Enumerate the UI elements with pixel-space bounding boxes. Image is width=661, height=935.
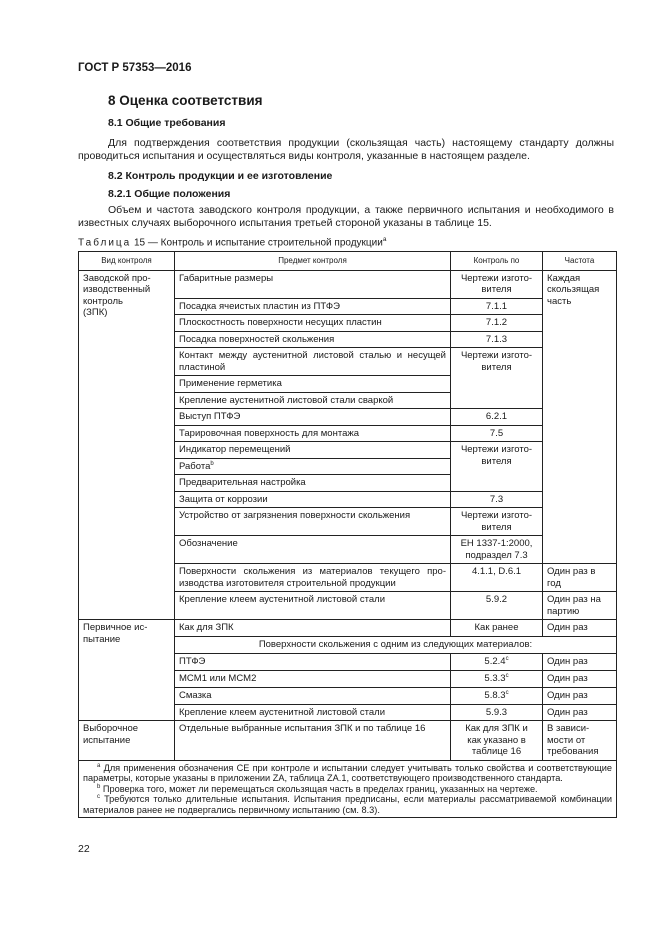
fpc-item: Применение герметика <box>175 376 451 393</box>
footnote-mark: c <box>97 793 100 800</box>
fpc-ref: Чертежи изгото- вителя <box>451 270 543 298</box>
sample-ref: Как для ЗПК и как указано в таблице 16 <box>451 721 543 761</box>
header-type: Вид контроля <box>79 252 175 271</box>
fpc-ref: 7.1.3 <box>451 331 543 348</box>
fpc-item-text: Работа <box>179 460 211 472</box>
header-control: Контроль по <box>451 252 543 271</box>
table-caption-text: 15 — Контроль и испытание строительной продукции <box>131 237 383 249</box>
itt-item: MCM1 или MCM2 <box>175 670 451 687</box>
footnote-mark: c <box>505 689 509 696</box>
footnote-text: Проверка того, может ли перемещаться скользящая часть в пределах границ, указанных на чертеже. <box>100 783 538 794</box>
fpc-ref: Чертежи изгото- вителя <box>451 508 543 536</box>
fpc-item: Предварительная настройка <box>175 475 451 492</box>
fpc-item: Тарировочная поверхность для монтажа <box>175 425 451 442</box>
table-header-row <box>79 252 617 271</box>
table-row <box>79 721 617 761</box>
itt-freq: Один раз <box>543 670 617 687</box>
itt-ref-text: 5.8.3 <box>484 689 506 701</box>
fpc-item: Плоскостность поверхности несущих пластин <box>175 315 451 332</box>
fpc-ref: 4.1.1, D.6.1 <box>451 564 543 592</box>
fpc-item: Посадка поверхностей скольжения <box>175 331 451 348</box>
subsection-8-2-1-title: 8.2.1 Общие положения <box>108 188 231 200</box>
fpc-item: Поверхности скольжения из материалов текущего про-изводства изготовителя строительной продукции <box>175 564 451 592</box>
footnote-text: Требуются только длительные испытания. Испытания предписаны, если материалы рассматриваемой комбинации материалов ранее не подвергались первичному испытанию (см. 8.3). <box>83 794 612 815</box>
fpc-ref: Чертежи изгото- вителя <box>451 348 543 409</box>
itt-ref <box>451 670 543 687</box>
fpc-ref: Чертежи изгото- вителя <box>451 442 543 492</box>
table-caption <box>78 236 386 248</box>
fpc-ref: EH 1337-1:2000, подраздел 7.3 <box>451 536 543 564</box>
fpc-ref: 7.5 <box>451 425 543 442</box>
fpc-item: Выступ ПТФЭ <box>175 409 451 426</box>
footnote-mark: c <box>505 655 509 662</box>
section-title: 8 Оценка соответствия <box>108 93 263 108</box>
fpc-item: Индикатор перемещений <box>175 442 451 459</box>
footnote-mark: c <box>505 672 509 679</box>
table-row <box>79 620 617 637</box>
itt-item: Смазка <box>175 687 451 704</box>
header-frequency: Частота <box>543 252 617 271</box>
page-number: 22 <box>78 843 90 855</box>
itt-freq: Один раз <box>543 704 617 721</box>
fpc-item <box>175 458 451 475</box>
table-caption-footnote-mark: a <box>382 236 387 243</box>
itt-item: Крепление клеем аустенитной листовой стали <box>175 704 451 721</box>
control-table <box>78 251 617 818</box>
footnote-mark: b <box>97 783 101 790</box>
itt-ref-text: 5.3.3 <box>484 672 506 684</box>
itt-freq: Один раз <box>543 653 617 670</box>
fpc-freq: Один раз на партию <box>543 592 617 620</box>
standard-number: ГОСТ Р 57353—2016 <box>78 62 192 74</box>
fpc-item: Устройство от загрязнения поверхности скольжения <box>175 508 451 536</box>
itt-item: Как для ЗПК <box>175 620 451 637</box>
fpc-ref: 6.2.1 <box>451 409 543 426</box>
itt-freq: Один раз <box>543 687 617 704</box>
subsection-8-1-text: Для подтверждения соответствия продукции (скользящая часть) настоящему стандарту должны проводиться испытания и осуществляться виды контроля, указанные в настоящем разделе. <box>78 137 614 162</box>
itt-ref: 5.9.3 <box>451 704 543 721</box>
table-row <box>79 270 617 298</box>
itt-ref <box>451 687 543 704</box>
itt-materials-heading: Поверхности скольжения с одним из следующих материалов: <box>175 636 617 653</box>
sample-freq: В зависи- мости от требования <box>543 721 617 761</box>
itt-ref <box>451 653 543 670</box>
footnote-c <box>83 794 612 815</box>
footnote-mark: a <box>97 762 101 769</box>
sample-item: Отдельные выбранные испытания ЗПК и по таблице 16 <box>175 721 451 761</box>
footnote-text: Для применения обозначения СЕ при контроле и испытании следует учитывать только свойства и соответствующие параметры, которые указаны в приложении ZA, таблица ZA.1, соответствующего производственного стандарта. <box>83 762 612 783</box>
table-notes-row <box>79 760 617 818</box>
fpc-ref: 7.1.2 <box>451 315 543 332</box>
table-notes <box>79 760 617 818</box>
itt-ref-text: 5.2.4 <box>484 655 506 667</box>
fpc-item: Крепление аустенитной листовой стали сваркой <box>175 392 451 409</box>
footnote-a <box>83 763 612 784</box>
table-caption-word: Таблица <box>78 237 132 249</box>
fpc-item: Габаритные размеры <box>175 270 451 298</box>
fpc-label: Заводской про- изводственный контроль (ЗПК) <box>79 270 175 620</box>
fpc-freq: Один раз в год <box>543 564 617 592</box>
itt-label: Первичное ис- пытание <box>79 620 175 721</box>
fpc-ref: 7.3 <box>451 491 543 508</box>
itt-freq: Один раз <box>543 620 617 637</box>
fpc-ref: 5.9.2 <box>451 592 543 620</box>
subsection-8-2-1-text: Объем и частота заводского контроля продукции, а также первичного испытания и необходимого в известных случаях выборочного испытания третьей стороной указаны в таблице 15. <box>78 204 614 229</box>
footnote-mark: b <box>210 460 214 467</box>
header-subject: Предмет контроля <box>175 252 451 271</box>
sample-label: Выборочное испытание <box>79 721 175 761</box>
subsection-8-2-title: 8.2 Контроль продукции и ее изготовление <box>108 170 333 182</box>
footnote-b <box>83 784 612 795</box>
itt-ref: Как ранее <box>451 620 543 637</box>
fpc-item: Обозначение <box>175 536 451 564</box>
subsection-8-1-title: 8.1 Общие требования <box>108 117 226 129</box>
fpc-freq: Каждая скользящая часть <box>543 270 617 564</box>
fpc-item: Посадка ячеистых пластин из ПТФЭ <box>175 298 451 315</box>
itt-item: ПТФЭ <box>175 653 451 670</box>
fpc-item: Защита от коррозии <box>175 491 451 508</box>
fpc-item: Контакт между аустенитной листовой сталью и несущей пластиной <box>175 348 451 376</box>
fpc-item: Крепление клеем аустенитной листовой стали <box>175 592 451 620</box>
fpc-ref: 7.1.1 <box>451 298 543 315</box>
